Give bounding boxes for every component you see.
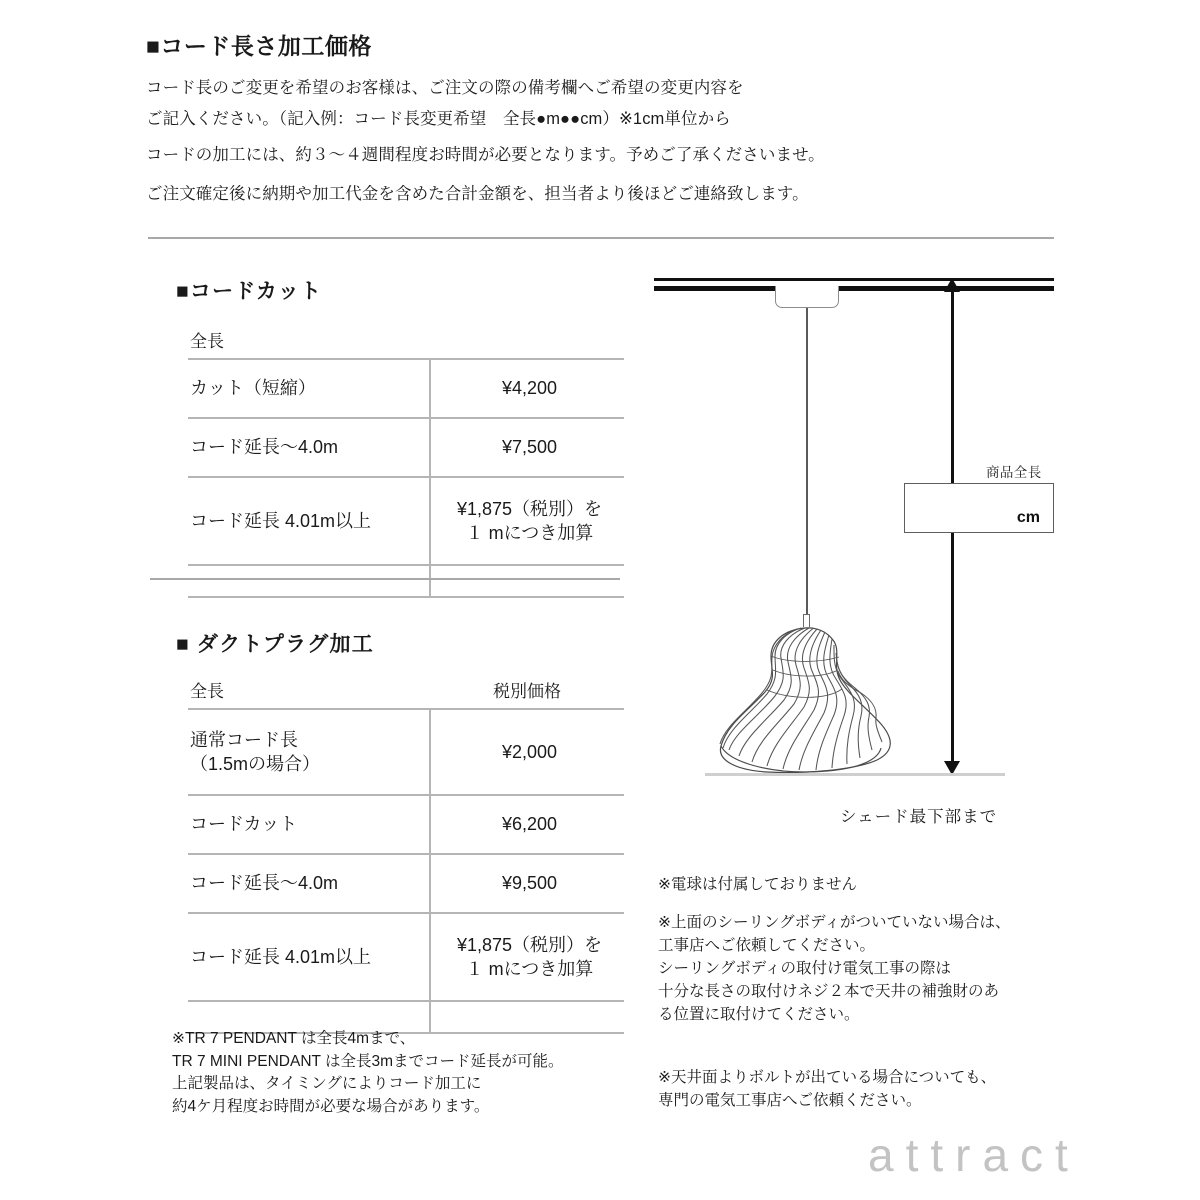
column-header-length: 全長 xyxy=(190,681,224,701)
table-row xyxy=(188,913,624,1001)
row-price-line-1: ¥1,875（税別）を xyxy=(456,498,603,519)
ceiling-rail-lower-line xyxy=(654,286,1054,291)
note-2-line-3: シーリングボディの取付け電気工事の際は xyxy=(658,959,951,977)
brand-logo: attract xyxy=(868,1129,1080,1181)
shade-bottom-caption: シェード最下部まで xyxy=(840,808,998,826)
note-ceiling-body xyxy=(658,912,1010,1027)
footnote-block xyxy=(172,1028,564,1119)
intro-line-2: ご記入ください。（記入例：コード長変更希望 全長●m●●cm）※1cm単位から xyxy=(146,110,731,128)
divider-top xyxy=(148,237,1054,239)
pendant-shade-illustration xyxy=(705,620,910,775)
page-title: ■コード長さ加工価格 xyxy=(146,33,372,59)
row-label xyxy=(188,709,430,795)
spacer-cell xyxy=(430,565,624,597)
table-header-row xyxy=(188,670,624,709)
intro-line-4: ご注文確定後に納期や加工代金を含めた合計金額を、担当者より後ほどご連絡致します。 xyxy=(146,185,809,203)
row-label: コード延長～4.0m xyxy=(188,854,430,913)
table-header-row xyxy=(188,320,624,359)
note-2-line-5: る位置に取付けてください。 xyxy=(658,1005,860,1023)
section-heading-cord-cut: ■コードカット xyxy=(176,280,323,303)
row-label-line-2: （1.5mの場合） xyxy=(190,754,321,774)
column-header-price: 税別価格 xyxy=(493,681,561,701)
table-row xyxy=(188,795,624,854)
row-price: ¥6,200 xyxy=(501,814,558,835)
floor-reference-line xyxy=(705,773,1005,776)
footnote-line-1: ※TR 7 PENDANT は全長4mまで、 xyxy=(172,1030,416,1047)
table-duct-plug xyxy=(188,670,624,1034)
divider-between-sections xyxy=(150,578,620,580)
table-spacer-row xyxy=(188,565,624,597)
spacer-cell xyxy=(188,565,430,597)
row-price xyxy=(430,477,624,565)
row-price-line-1: ¥1,875（税別）を xyxy=(456,934,603,955)
row-price xyxy=(430,913,624,1001)
row-label: コード延長 4.01m以上 xyxy=(188,477,430,565)
table-row xyxy=(188,854,624,913)
note-3-line-1: ※天井面よりボルトが出ている場合についても、 xyxy=(658,1069,997,1086)
row-price: ¥7,500 xyxy=(501,437,558,458)
ceiling-canopy xyxy=(775,286,839,308)
note-ceiling-bolt xyxy=(658,1067,996,1113)
total-length-label: 商品全長 xyxy=(986,465,1042,480)
row-price: ¥2,000 xyxy=(501,741,558,762)
arrow-up-icon xyxy=(944,278,960,292)
note-bulb-not-included xyxy=(658,874,857,897)
footnote-line-3: 上記製品は、タイミングによりコード加工に xyxy=(172,1075,482,1093)
table-cord-cut xyxy=(188,320,624,598)
column-header-length: 全長 xyxy=(190,331,224,351)
note-1-line-1: ※電球は付属しておりません xyxy=(658,876,857,893)
note-2-line-1: ※上面のシーリングボディがついていない場合は、 xyxy=(658,914,1011,931)
intro-line-3: コードの加工には、約３～４週間程度お時間が必要となります。予めご了承くださいませ。 xyxy=(146,146,825,164)
table-row xyxy=(188,359,624,418)
row-price: ¥9,500 xyxy=(501,873,558,894)
footnote-line-2: TR 7 MINI PENDANT は全長3mまでコード延長が可能。 xyxy=(172,1052,564,1070)
section-heading-duct-plug: ■ ダクトプラグ加工 xyxy=(176,633,374,656)
row-price-line-2: １ mにつき加算 xyxy=(465,959,594,979)
shade-svg xyxy=(705,620,910,775)
intro-line-1: コード長のご変更を希望のお客様は、ご注文の際の備考欄へご希望の変更内容を xyxy=(146,79,744,97)
table-row xyxy=(188,477,624,565)
pendant-cord xyxy=(806,308,808,614)
pendant-lamp-diagram xyxy=(650,265,1080,845)
footnote-line-4: 約4ケ月程度お時間が必要な場合があります。 xyxy=(172,1097,490,1115)
note-2-line-4: 十分な長さの取付けネジ２本で天井の補強財のあ xyxy=(658,982,1000,1000)
column-header-price xyxy=(430,320,624,359)
ceiling-rail-upper-line xyxy=(654,278,1054,281)
row-label: コード延長～4.0m xyxy=(188,418,430,477)
measurement-input-box xyxy=(904,483,1054,533)
row-label: コードカット xyxy=(188,795,430,854)
row-price: ¥4,200 xyxy=(501,378,558,399)
note-2-line-2: 工事店へご依頼してください。 xyxy=(658,936,876,954)
row-label: カット（短縮） xyxy=(188,359,430,418)
table-row xyxy=(188,418,624,477)
row-label-line-1: 通常コード長 xyxy=(190,729,298,750)
row-price-line-2: １ mにつき加算 xyxy=(465,523,594,543)
unit-label: cm xyxy=(1016,509,1040,526)
table-row xyxy=(188,709,624,795)
note-3-line-2: 専門の電気工事店へご依頼ください。 xyxy=(658,1091,922,1109)
row-label: コード延長 4.01m以上 xyxy=(188,913,430,1001)
